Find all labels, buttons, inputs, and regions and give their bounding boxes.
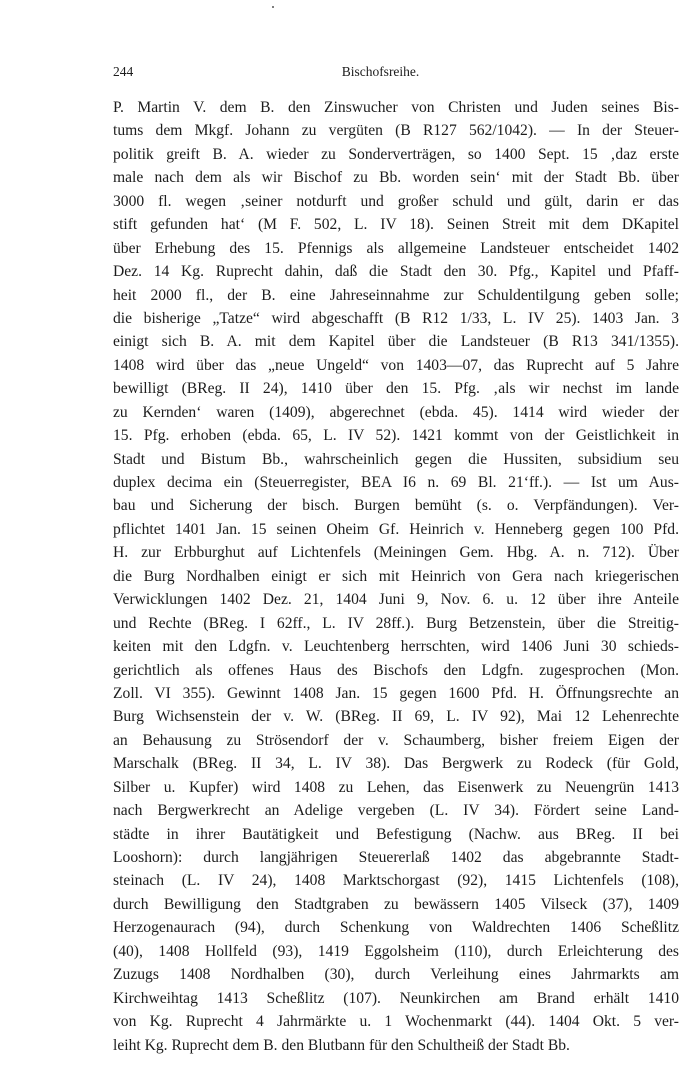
text-line: die Burg Nordhalben einigt er sich mit Heinrich von Gera nach kriegerischen xyxy=(113,567,679,585)
text-line: Burg Wichsenstein der v. W. (BReg. II 69, L. IV 92), Mai 12 Lehenrechte xyxy=(113,708,679,726)
text-line: durch Bewilligung den Stadtgraben zu bewässern 1405 Vilseck (37), 1409 xyxy=(113,895,679,913)
text-line: 3000 fl. wegen ‚seiner notdurft und großer schuld und gült, darin er das xyxy=(113,192,679,210)
running-title: Bischofsreihe. xyxy=(341,64,420,79)
text-line: und Rechte (BReg. I 62ff., L. IV 28ff.). Burg Betzenstein, über die Streitig- xyxy=(113,614,679,632)
text-line: Verwicklungen 1402 Dez. 21, 1404 Juni 9, Nov. 6. u. 12 über ihre Anteile xyxy=(113,591,679,609)
text-line: leiht Kg. Ruprecht dem B. den Blutbann für den Schultheiß der Stadt Bb. xyxy=(113,1036,570,1054)
text-line: einigt sich B. A. mit dem Kapitel über die Landsteuer (B R13 341/1355). xyxy=(113,333,679,351)
text-line: Marschalk (BReg. II 34, L. IV 38). Das Bergwerk zu Rodeck (für Gold, xyxy=(113,755,679,773)
page-number: 244 xyxy=(113,64,134,79)
page-header xyxy=(113,64,648,84)
text-line: gerichtlich als offenes Haus des Bischofs den Ldgfn. zugesprochen (Mon. xyxy=(113,661,679,679)
body-text xyxy=(113,96,679,1057)
text-line: Herzogenaurach (94), durch Schenkung von Waldrechten 1406 Scheßlitz xyxy=(113,919,679,937)
text-line: 1408 wird über das „neue Ungeld“ von 1403—07, das Ruprecht auf 5 Jahre xyxy=(113,356,679,374)
text-line: an Behausung zu Strösendorf der v. Schaumberg, bisher freiem Eigen der xyxy=(113,731,679,749)
text-line: bau und Sicherung der bisch. Burgen bemüht (s. o. Verpfändungen). Ver- xyxy=(113,497,679,515)
text-line: Zuzugs 1408 Nordhalben (30), durch Verleihung eines Jahrmarkts am xyxy=(113,966,679,984)
text-line: über Erhebung des 15. Pfennigs als allgemeine Landsteuer entscheidet 1402 xyxy=(113,239,679,257)
text-line: nach Bergwerkrecht an Adelige vergeben (L. IV 34). Fördert seine Land- xyxy=(113,802,679,820)
scan-speck xyxy=(272,6,274,8)
text-line: Dez. 14 Kg. Ruprecht dahin, daß die Stadt den 30. Pfg., Kapitel und Pfaff- xyxy=(113,263,679,281)
text-line: Silber u. Kupfer) wird 1408 zu Lehen, das Eisenwerk zu Neuengrün 1413 xyxy=(113,778,679,796)
text-line: stift gefunden hat‘ (M F. 502, L. IV 18). Seinen Streit mit dem DKapitel xyxy=(113,216,679,234)
text-line: duplex decima ein (Steuerregister, BEA I6 n. 69 Bl. 21‘ff.). — Ist um Aus- xyxy=(113,474,679,491)
text-line: keiten mit den Ldgfn. v. Leuchtenberg herrschten, wird 1406 Juni 30 schieds- xyxy=(113,638,679,656)
text-line: male nach dem als wir Bischof zu Bb. worden sein‘ mit der Stadt Bb. über xyxy=(113,169,679,187)
text-line: die bisherige „Tatze“ wird abgeschafft (B R12 1/33, L. IV 25). 1403 Jan. 3 xyxy=(113,309,679,327)
text-line: tums dem Mkgf. Johann zu vergüten (B R127 562/1042). — In der Steuer- xyxy=(113,122,679,140)
text-line: Stadt und Bistum Bb., wahrscheinlich gegen die Hussiten, subsidium seu xyxy=(113,450,679,468)
text-line: P. Martin V. dem B. den Zinswucher von Christen und Juden seines Bis- xyxy=(113,99,679,116)
text-line: heit 2000 fl., der B. eine Jahreseinnahme zur Schuldentilgung geben solle; xyxy=(113,286,679,304)
text-line: zu Kernden‘ waren (1409), abgerechnet (ebda. 45). 1414 wird wieder der xyxy=(113,403,679,421)
text-line: (40), 1408 Hollfeld (93), 1419 Eggolsheim (110), durch Erleichterung des xyxy=(113,942,679,960)
text-line: Zoll. VI 355). Gewinnt 1408 Jan. 15 gegen 1600 Pfd. H. Öffnungsrechte an xyxy=(113,684,679,702)
text-line: politik greift B. A. wieder zu Sonderverträgen, so 1400 Sept. 15 ‚daz erste xyxy=(113,145,679,163)
text-line: Kirchweihtag 1413 Scheßlitz (107). Neunkirchen am Brand erhält 1410 xyxy=(113,989,679,1007)
text-line: pflichtet 1401 Jan. 15 seinen Oheim Gf. Heinrich v. Henneberg gegen 100 Pfd. xyxy=(113,520,679,538)
text-line: bewilligt (BReg. II 24), 1410 über den 15. Pfg. ‚als wir nechst im lande xyxy=(113,380,679,398)
text-line: städte in ihrer Bautätigkeit und Befestigung (Nachw. aus BReg. II bei xyxy=(113,825,679,843)
text-line: von Kg. Ruprecht 4 Jahrmärkte u. 1 Wochenmarkt (44). 1404 Okt. 5 ver- xyxy=(113,1013,679,1031)
text-line: H. zur Erbburghut auf Lichtenfels (Meiningen Gem. Hbg. A. n. 712). Über xyxy=(113,544,679,562)
text-line: steinach (L. IV 24), 1408 Marktschorgast (92), 1415 Lichtenfels (108), xyxy=(113,872,679,890)
text-line: 15. Pfg. erhoben (ebda. 65, L. IV 52). 1421 kommt von der Geistlichkeit in xyxy=(113,427,679,445)
text-line: Looshorn): durch langjährigen Steuererlaß 1402 das abgebrannte Stadt- xyxy=(113,849,679,866)
